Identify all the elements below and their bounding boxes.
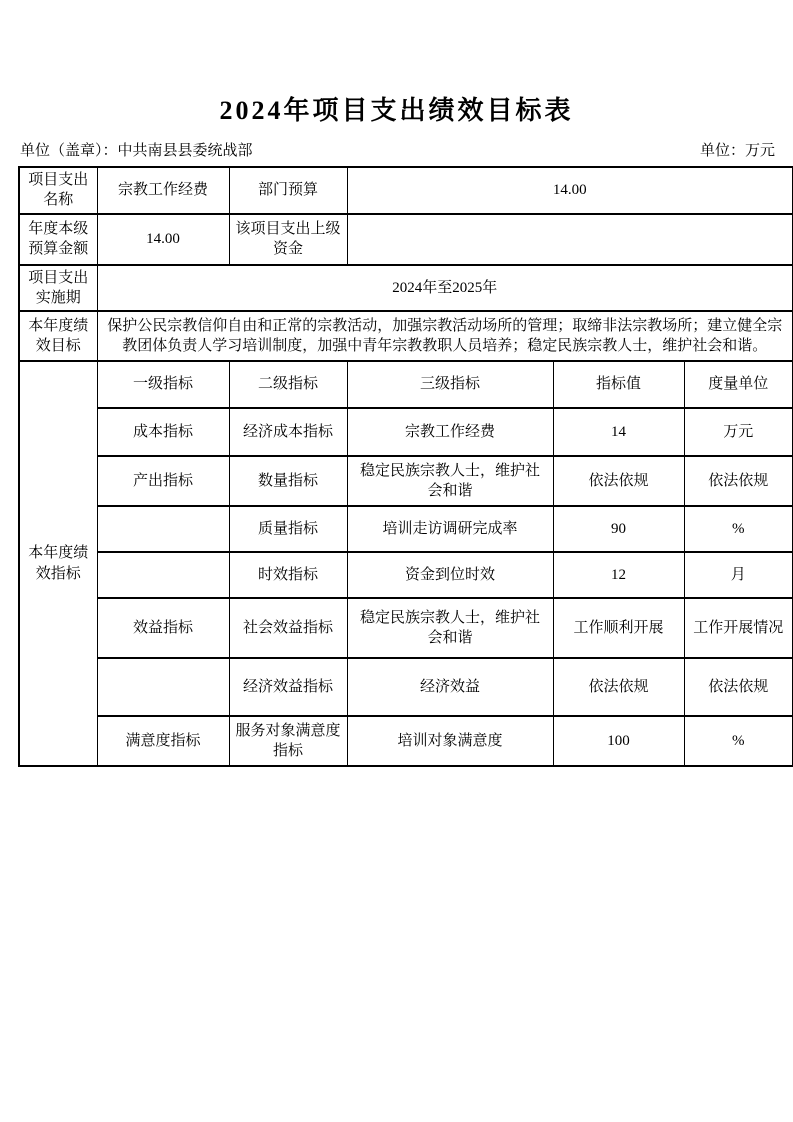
table-row <box>19 167 793 214</box>
indicator-cell: 资金到位时效 <box>347 552 553 598</box>
indicator-cell <box>97 506 229 552</box>
indicator-row <box>19 506 793 552</box>
project-name-value: 宗教工作经费 <box>97 167 229 214</box>
indicator-row <box>19 716 793 766</box>
indicator-header-level2: 二级指标 <box>229 361 347 408</box>
indicator-cell: 依法依规 <box>684 456 793 506</box>
indicator-row <box>19 456 793 506</box>
indicator-cell: 成本指标 <box>97 408 229 456</box>
period-label: 项目支出实施期 <box>19 265 97 312</box>
table-row <box>19 311 793 361</box>
project-name-label: 项目支出名称 <box>19 167 97 214</box>
indicator-cell: 90 <box>553 506 684 552</box>
indicator-cell: 经济成本指标 <box>229 408 347 456</box>
dept-budget-value: 14.00 <box>347 167 793 214</box>
page-title: 2024年项目支出绩效目标表 <box>219 96 574 125</box>
indicator-cell: % <box>684 506 793 552</box>
table-row <box>19 265 793 312</box>
indicator-cell: 依法依规 <box>684 658 793 716</box>
indicator-cell: 培训对象满意度 <box>347 716 553 766</box>
indicator-row <box>19 658 793 716</box>
indicator-cell: 依法依规 <box>553 456 684 506</box>
performance-target-table <box>18 166 793 767</box>
indicator-cell: 宗教工作经费 <box>347 408 553 456</box>
indicator-cell: 满意度指标 <box>97 716 229 766</box>
org-label: 单位（盖章）：中共南县县委统战部 <box>20 143 253 159</box>
indicator-cell: 12 <box>553 552 684 598</box>
indicator-cell: 依法依规 <box>553 658 684 716</box>
indicator-cell <box>97 658 229 716</box>
table-row <box>19 214 793 265</box>
indicator-cell: 工作顺利开展 <box>553 598 684 658</box>
annual-budget-label: 年度本级预算金额 <box>19 214 97 265</box>
indicator-cell: % <box>684 716 793 766</box>
indicator-row <box>19 408 793 456</box>
goal-text: 保护公民宗教信仰自由和正常的宗教活动，加强宗教活动场所的管理；取缔非法宗教场所；建立健全宗教团体负责人学习培训制度，加强中青年宗教教职人员培养；稳定民族宗教人士，维护社会和谐。 <box>97 311 793 361</box>
goal-label: 本年度绩效目标 <box>19 311 97 361</box>
meta-row <box>0 127 793 166</box>
unit-label: 单位：万元 <box>699 143 775 159</box>
indicator-cell: 工作开展情况 <box>684 598 793 658</box>
indicator-cell: 培训走访调研完成率 <box>347 506 553 552</box>
indicator-header-level3: 三级指标 <box>347 361 553 408</box>
indicator-cell: 数量指标 <box>229 456 347 506</box>
indicator-row <box>19 552 793 598</box>
indicator-cell: 月 <box>684 552 793 598</box>
indicator-cell: 产出指标 <box>97 456 229 506</box>
indicator-cell: 稳定民族宗教人士，维护社会和谐 <box>347 456 553 506</box>
indicator-cell: 质量指标 <box>229 506 347 552</box>
indicator-cell: 14 <box>553 408 684 456</box>
indicator-cell: 社会效益指标 <box>229 598 347 658</box>
period-value: 2024年至2025年 <box>97 265 793 312</box>
indicator-header-row <box>19 361 793 408</box>
indicator-cell <box>97 552 229 598</box>
indicators-section-label: 本年度绩效指标 <box>19 361 97 766</box>
indicator-header-value: 指标值 <box>553 361 684 408</box>
indicator-cell: 时效指标 <box>229 552 347 598</box>
annual-budget-value: 14.00 <box>97 214 229 265</box>
indicator-cell: 万元 <box>684 408 793 456</box>
indicator-row <box>19 598 793 658</box>
indicator-cell: 效益指标 <box>97 598 229 658</box>
superior-funds-label: 该项目支出上级资金 <box>229 214 347 265</box>
indicator-cell: 服务对象满意度指标 <box>229 716 347 766</box>
indicator-header-unit: 度量单位 <box>684 361 793 408</box>
indicator-cell: 经济效益 <box>347 658 553 716</box>
indicator-cell: 100 <box>553 716 684 766</box>
dept-budget-label: 部门预算 <box>229 167 347 214</box>
superior-funds-value <box>347 214 793 265</box>
indicator-cell: 稳定民族宗教人士，维护社会和谐 <box>347 598 553 658</box>
indicator-cell: 经济效益指标 <box>229 658 347 716</box>
indicator-header-level1: 一级指标 <box>97 361 229 408</box>
